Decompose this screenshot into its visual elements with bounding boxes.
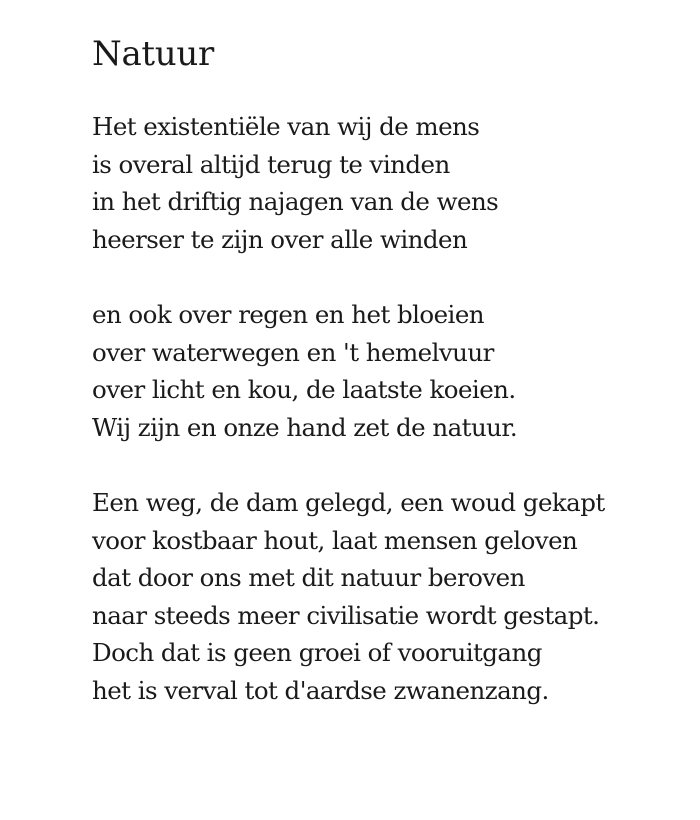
- poem-line: over licht en kou, de laatste koeien.: [92, 375, 516, 404]
- poem-line: Doch dat is geen groei of vooruitgang: [92, 638, 542, 667]
- poem-line: Een weg, de dam gelegd, een woud gekapt: [92, 488, 605, 517]
- poem-line: voor kostbaar hout, laat mensen geloven: [92, 525, 578, 555]
- stanza-3: [92, 484, 682, 709]
- poem-line: en ook over regen en het bloeien: [92, 300, 485, 329]
- poem-line: over waterwegen en 't hemelvuur: [92, 337, 494, 367]
- poem-line: Wij zijn en onze hand zet de natuur.: [92, 412, 518, 442]
- poem-line: naar steeds meer civilisatie wordt gestapt.: [92, 600, 600, 630]
- stanza-2: [92, 296, 682, 446]
- stanza-1: [92, 108, 682, 258]
- poem-line: in het driftig najagen van de wens: [92, 187, 499, 216]
- poem-line: het is verval tot d'aardse zwanenzang.: [92, 675, 549, 705]
- poem-line: is overal altijd terug te vinden: [92, 149, 450, 179]
- poem: [92, 30, 682, 747]
- poem-line: dat door ons met dit natuur beroven: [92, 563, 525, 592]
- poem-title: Natuur: [92, 34, 214, 74]
- poem-line: heerser te zijn over alle winden: [92, 224, 468, 254]
- poem-line: Het existentiële van wij de mens: [92, 112, 480, 141]
